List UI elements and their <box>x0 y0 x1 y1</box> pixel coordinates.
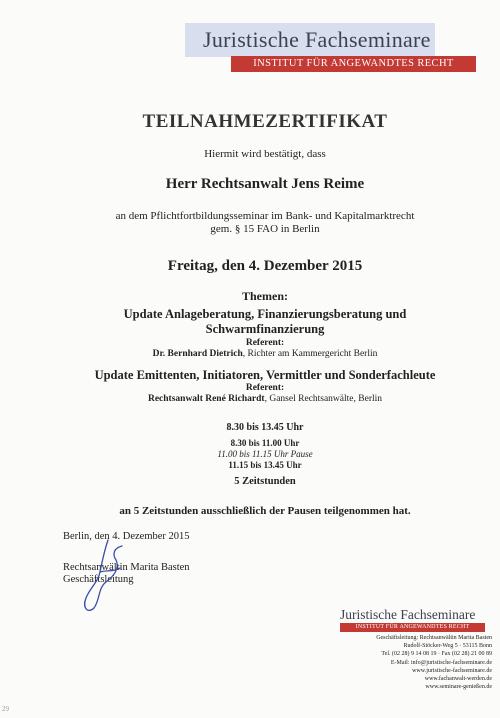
logo-tagline: INSTITUT FÜR ANGEWANDTES RECHT <box>231 56 476 72</box>
topic-2: Update Emittenten, Initiatoren, Vermittler und Sonderfachleute <box>94 368 436 382</box>
referent-label-1: Referent: <box>245 338 285 348</box>
referent-1-role: , Richter am Kammergericht Berlin <box>242 349 378 359</box>
time-pause: 11.00 bis 11.15 Uhr Pause <box>217 449 313 459</box>
footer-contact <box>337 634 492 691</box>
handwritten-signature <box>70 538 140 618</box>
footer-line-1: Geschäftsleitung: Rechtsanwältin Marita Basten <box>376 635 492 641</box>
footer-logo-brand: Juristische Fachseminare <box>340 607 476 622</box>
margin-note: 29 <box>2 705 9 713</box>
referent-2-role: , Gansel Rechtsanwälte, Berlin <box>264 394 383 404</box>
logo-brand-box <box>185 23 435 57</box>
place-date: Berlin, den 4. Dezember 2015 <box>63 531 190 542</box>
referent-1 <box>40 349 490 359</box>
footer-logo <box>340 607 490 632</box>
seminar-date: Freitag, den 4. Dezember 2015 <box>167 258 363 274</box>
topic-1 <box>40 307 490 337</box>
signatory-name: Rechtsanwältin Marita Basten <box>63 562 190 573</box>
themes-heading: Themen: <box>242 289 288 303</box>
logo-brand-text: Juristische Fachseminare <box>203 27 431 52</box>
time-block-2: 11.15 bis 13.45 Uhr <box>228 460 302 470</box>
seminar-description <box>40 210 490 236</box>
attendance-statement: an 5 Zeitstunden ausschließlich der Pausen teilgenommen hat. <box>119 505 411 517</box>
footer-web-2: www.fachanwalt-werden.de <box>424 676 492 683</box>
hours-total: 5 Zeitstunden <box>234 476 296 487</box>
referent-1-name: Dr. Bernhard Dietrich <box>152 349 243 359</box>
signatory-role: Geschäftsleitung <box>63 574 134 585</box>
certificate-title: TEILNAHMEZERTIFIKAT <box>142 111 388 132</box>
footer-line-2: Rudolf-Stöcker-Weg 5 · 53115 Bonn <box>403 643 492 650</box>
referent-2-name: Rechtsanwalt René Richardt <box>147 394 265 404</box>
time-block-1: 8.30 bis 11.00 Uhr <box>230 438 300 448</box>
footer-web-1: www.juristische-fachseminare.de <box>412 667 492 674</box>
referent-label-2: Referent: <box>245 383 285 393</box>
header-logo <box>185 23 495 73</box>
intro-text: Hiermit wird bestätigt, dass <box>204 148 326 160</box>
footer-logo-tagline: INSTITUT FÜR ANGEWANDTES RECHT <box>340 623 485 632</box>
referent-2 <box>40 394 490 404</box>
footer-web-3: www.seminare-genießen.de <box>425 684 492 691</box>
participant-name: Herr Rechtsanwalt Jens Reime <box>165 176 365 192</box>
topic-1-line-1: Update Anlageberatung, Finanzierungsberatung und <box>123 307 407 321</box>
time-main: 8.30 bis 13.45 Uhr <box>226 422 304 433</box>
footer-line-3: Tel. (02 28) 9 14 08 19 · Fax (02 28) 21 00 89 <box>381 651 492 658</box>
seminar-line-1: an dem Pflichtfortbildungsseminar im Bank- und Kapitalmarktrecht <box>115 210 415 222</box>
footer-email: E-Mail: info@juristische-fachseminare.de <box>390 659 492 666</box>
seminar-line-2: gem. § 15 FAO in Berlin <box>210 223 320 235</box>
topic-1-line-2: Schwarmfinanzierung <box>205 322 325 336</box>
